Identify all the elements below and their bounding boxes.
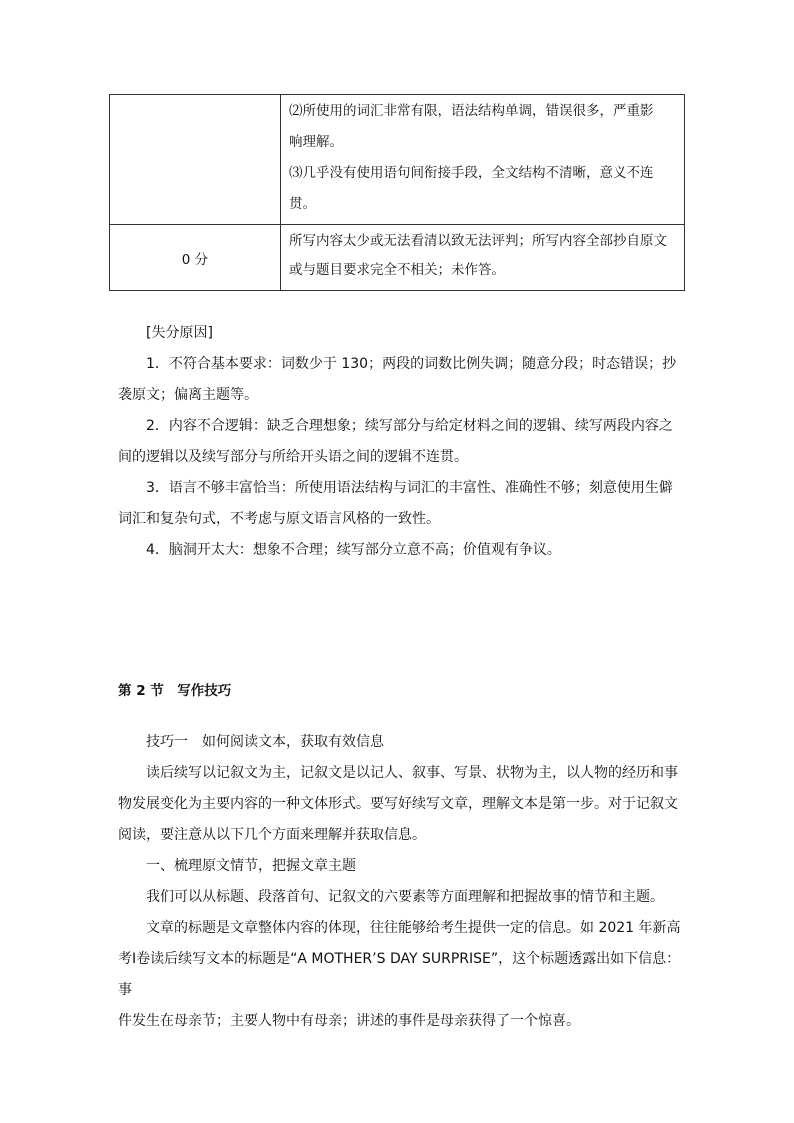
- criteria-line: ⑶几乎没有使用语句间衔接手段，全文结构不清晰，意义不连: [289, 165, 654, 181]
- loss-item-line: 4．脑洞开太大：想象不合理；续写部分立意不高；价值观有争议。: [146, 542, 561, 558]
- table-row: [110, 95, 685, 225]
- section-title: [失分原因]: [146, 325, 213, 341]
- criteria-line: ⑵所使用的词汇非常有限，语法结构单调，错误很多，严重影: [289, 103, 654, 119]
- loss-item-line: 1．不符合基本要求：词数少于 130；两段的词数比例失调；随意分段；时态错误；抄: [146, 356, 677, 372]
- table-cell-criteria: [281, 95, 685, 225]
- loss-item-line: 词汇和复杂句式，不考虑与原文语言风格的一致性。: [118, 511, 440, 527]
- table-cell-empty: [110, 95, 281, 225]
- criteria-line: 所写内容太少或无法看清以致无法评判；所写内容全部抄自原文: [289, 233, 667, 249]
- paragraph-line: 考Ⅰ卷读后续写文本的标题是“A MOTHER’S DAY SURPRISE”，这个标题透露出如下信息：事: [118, 951, 681, 998]
- table-row: [110, 225, 685, 291]
- loss-reasons-section: [118, 318, 688, 566]
- section-heading: 第 2 节 写作技巧: [118, 683, 232, 699]
- table-cell-criteria: [281, 225, 685, 291]
- criteria-line: 响理解。: [289, 134, 343, 150]
- paragraph-line: 物发展变化为主要内容的一种文体形式。要写好续写文章，理解文本是第一步。对于记叙文: [118, 796, 678, 812]
- loss-item-line: 间的逻辑以及续写部分与所给开头语之间的逻辑不连贯。: [118, 449, 468, 465]
- paragraph-line: 读后续写以记叙文为主，记叙文是以记人、叙事、写景、状物为主，以人物的经历和事: [146, 765, 678, 781]
- paragraph-line: 文章的标题是文章整体内容的体现，往往能够给考生提供一定的信息。如 2021 年新高: [146, 920, 681, 936]
- grading-table: [109, 94, 685, 291]
- score-cell: 0 分: [110, 225, 281, 291]
- section-2: [118, 676, 688, 707]
- loss-item-line: 2．内容不合逻辑：缺乏合理想象；续写部分与给定材料之间的逻辑、续写两段内容之: [146, 418, 673, 434]
- subsection-title: 一、梳理原文情节，把握文章主题: [146, 858, 356, 874]
- paragraph-line: 件发生在母亲节；主要人物中有母亲；讲述的事件是母亲获得了一个惊喜。: [118, 1013, 580, 1029]
- section-2-body: [118, 727, 688, 1037]
- loss-item-line: 袭原文；偏离主题等。: [118, 387, 258, 403]
- skill-title: 技巧一 如何阅读文本，获取有效信息: [146, 734, 384, 750]
- criteria-line: 或与题目要求完全不相关；未作答。: [289, 262, 505, 278]
- criteria-line: 贯。: [289, 196, 316, 212]
- loss-item-line: 3．语言不够丰富恰当：所使用语法结构与词汇的丰富性、准确性不够；刻意使用生僻: [146, 480, 673, 496]
- paragraph-line: 阅读，要注意从以下几个方面来理解并获取信息。: [118, 827, 426, 843]
- paragraph-line: 我们可以从标题、段落首句、记叙文的六要素等方面理解和把握故事的情节和主题。: [146, 889, 664, 905]
